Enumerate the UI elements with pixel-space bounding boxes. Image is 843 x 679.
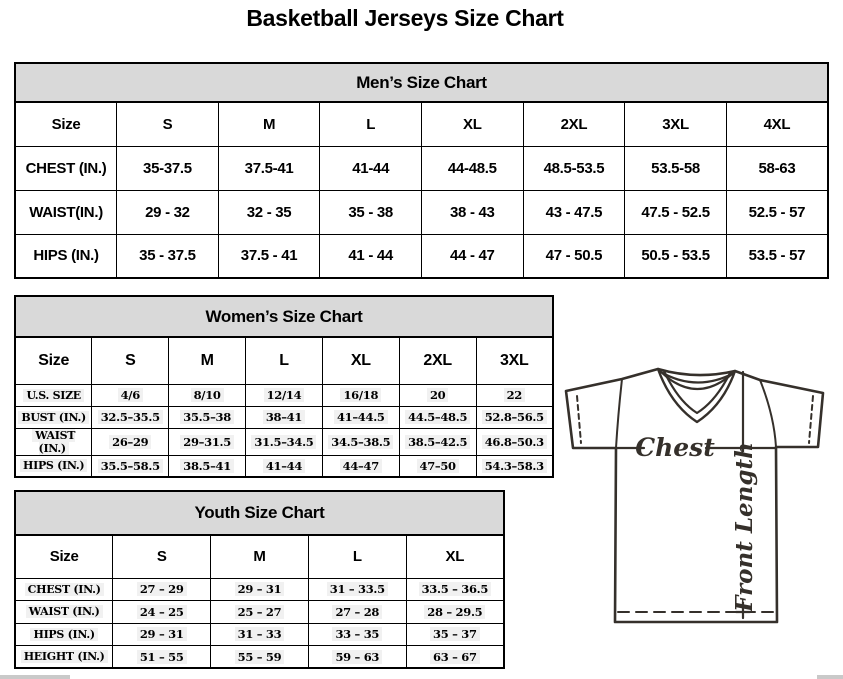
measurement-value: 38.5–42.5 (399, 428, 476, 455)
measurement-value: 37.5-41 (218, 146, 320, 190)
measurement-value: 33.5 – 36.5 (406, 578, 504, 601)
measurement-value: 44-48.5 (422, 146, 524, 190)
measurement-value: 37.5 - 41 (218, 234, 320, 278)
size-header-row (15, 535, 504, 578)
measurement-value: 38.5–41 (169, 455, 246, 477)
measurement-value: 31.5–34.5 (246, 428, 323, 455)
measurement-value: 41–44.5 (322, 406, 399, 428)
measurement-row (15, 384, 553, 406)
youth-section-title: Youth Size Chart (15, 491, 504, 535)
chest-label: Chest (635, 433, 715, 462)
size-column-header: S (117, 102, 219, 146)
measurement-value: 41 - 44 (320, 234, 422, 278)
front-length-label: Front Length (731, 442, 758, 612)
section-header-row (15, 296, 553, 337)
measurement-value: 8/10 (169, 384, 246, 406)
measurement-value: 53.5-58 (625, 146, 727, 190)
row-label: CHEST (IN.) (15, 578, 113, 601)
row-label: BUST (IN.) (15, 406, 92, 428)
measurement-value: 31 – 33.5 (308, 578, 406, 601)
womens-size-table (14, 295, 554, 478)
measurement-value: 59 – 63 (308, 646, 406, 669)
row-label: U.S. SIZE (15, 384, 92, 406)
size-column-header: 2XL (523, 102, 625, 146)
size-column-header: S (92, 337, 169, 384)
measurement-value: 32 - 35 (218, 190, 320, 234)
measurement-row (15, 146, 828, 190)
measurement-value: 35 – 37 (406, 623, 504, 646)
measurement-value: 52.5 - 57 (726, 190, 828, 234)
measurement-value: 63 – 67 (406, 646, 504, 669)
page-title: Basketball Jerseys Size Chart (246, 5, 564, 31)
measurement-value: 41-44 (320, 146, 422, 190)
row-label: HIPS (IN.) (15, 623, 113, 646)
measurement-value: 26–29 (92, 428, 169, 455)
measurement-value: 29 – 31 (113, 623, 211, 646)
measurement-row (15, 190, 828, 234)
size-column-header: M (211, 535, 309, 578)
measurement-value: 44.5–48.5 (399, 406, 476, 428)
measurement-value: 44 - 47 (422, 234, 524, 278)
measurement-value: 38–41 (246, 406, 323, 428)
mens-section-title: Men’s Size Chart (15, 63, 828, 102)
size-label-header: Size (15, 102, 117, 146)
measurement-value: 50.5 - 53.5 (625, 234, 727, 278)
row-label: HIPS (IN.) (15, 455, 92, 477)
measurement-row (15, 455, 553, 477)
measurement-value: 52.8–56.5 (476, 406, 553, 428)
measurement-value: 27 – 29 (113, 578, 211, 601)
jersey-measurement-diagram (556, 360, 843, 640)
size-column-header: XL (406, 535, 504, 578)
measurement-value: 24 – 25 (113, 601, 211, 624)
measurement-value: 12/14 (246, 384, 323, 406)
measurement-value: 29 – 31 (211, 578, 309, 601)
measurement-value: 27 – 28 (308, 601, 406, 624)
measurement-value: 16/18 (322, 384, 399, 406)
measurement-value: 51 – 55 (113, 646, 211, 669)
measurement-value: 54.3–58.3 (476, 455, 553, 477)
measurement-value: 29–31.5 (169, 428, 246, 455)
measurement-value: 35 - 37.5 (117, 234, 219, 278)
measurement-value: 35.5–58.5 (92, 455, 169, 477)
measurement-value: 31 – 33 (211, 623, 309, 646)
size-column-header: XL (422, 102, 524, 146)
womens-section-title: Women’s Size Chart (15, 296, 553, 337)
row-label: HEIGHT (IN.) (15, 646, 113, 669)
size-header-row (15, 102, 828, 146)
measurement-value: 41–44 (246, 455, 323, 477)
size-column-header: M (218, 102, 320, 146)
measurement-value: 22 (476, 384, 553, 406)
size-header-row (15, 337, 553, 384)
measurement-value: 43 - 47.5 (523, 190, 625, 234)
measurement-value: 32.5–35.5 (92, 406, 169, 428)
measurement-value: 35-37.5 (117, 146, 219, 190)
measurement-value: 25 – 27 (211, 601, 309, 624)
measurement-value: 35 - 38 (320, 190, 422, 234)
measurement-value: 35.5–38 (169, 406, 246, 428)
section-header-row (15, 63, 828, 102)
size-column-header: 3XL (476, 337, 553, 384)
size-column-header: S (113, 535, 211, 578)
measurement-row (15, 646, 504, 669)
measurement-row (15, 428, 553, 455)
measurement-row (15, 623, 504, 646)
row-label: CHEST (IN.) (15, 146, 117, 190)
size-column-header: 4XL (726, 102, 828, 146)
measurement-value: 47.5 - 52.5 (625, 190, 727, 234)
size-column-header: L (308, 535, 406, 578)
row-label: WAIST (IN.) (15, 428, 92, 455)
measurement-value: 58-63 (726, 146, 828, 190)
measurement-value: 44–47 (322, 455, 399, 477)
mens-size-table (14, 62, 829, 279)
size-column-header: L (320, 102, 422, 146)
cropped-edge-artifact-right (817, 675, 843, 679)
measurement-value: 29 - 32 (117, 190, 219, 234)
row-label: WAIST (IN.) (15, 601, 113, 624)
measurement-value: 20 (399, 384, 476, 406)
measurement-value: 53.5 - 57 (726, 234, 828, 278)
size-label-header: Size (15, 535, 113, 578)
jersey-outline (566, 369, 823, 622)
row-label: WAIST(IN.) (15, 190, 117, 234)
measurement-value: 55 – 59 (211, 646, 309, 669)
size-column-header: 2XL (399, 337, 476, 384)
measurement-value: 4/6 (92, 384, 169, 406)
measurement-value: 46.8–50.3 (476, 428, 553, 455)
size-column-header: M (169, 337, 246, 384)
measurement-value: 47 - 50.5 (523, 234, 625, 278)
section-header-row (15, 491, 504, 535)
youth-size-table (14, 490, 505, 669)
measurement-value: 33 – 35 (308, 623, 406, 646)
measurement-row (15, 234, 828, 278)
cropped-edge-artifact-left (0, 675, 70, 679)
size-label-header: Size (15, 337, 92, 384)
measurement-value: 48.5-53.5 (523, 146, 625, 190)
measurement-value: 34.5–38.5 (322, 428, 399, 455)
measurement-row (15, 601, 504, 624)
measurement-value: 28 – 29.5 (406, 601, 504, 624)
size-column-header: 3XL (625, 102, 727, 146)
measurement-row (15, 578, 504, 601)
measurement-row (15, 406, 553, 428)
row-label: HIPS (IN.) (15, 234, 117, 278)
measurement-value: 47–50 (399, 455, 476, 477)
size-column-header: XL (322, 337, 399, 384)
measurement-value: 38 - 43 (422, 190, 524, 234)
size-column-header: L (246, 337, 323, 384)
